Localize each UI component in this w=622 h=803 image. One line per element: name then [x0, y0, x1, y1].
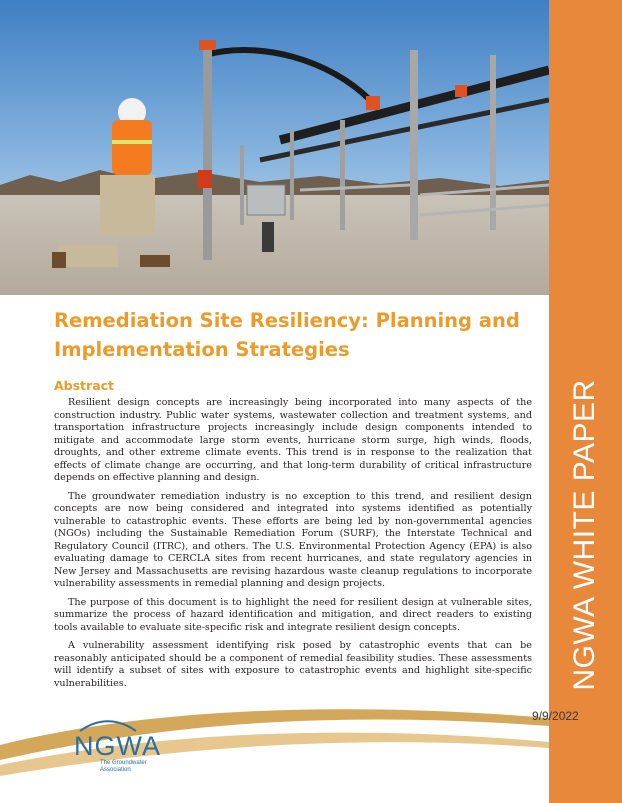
- abstract-paragraph: A vulnerability assessment identifying risk posed by catastrophic events that can be reasonably anticipated should be a component of remedial feasibility studies. These assessments will identify a subset of sites with exposure to catastrophic events and highlight site-specific vulnerabilities.: [54, 640, 532, 689]
- abstract-heading: Abstract: [54, 378, 115, 393]
- abstract-paragraph: The groundwater remediation industry is no exception to this trend, and resilient design concepts are now being considered and integrated into systems identified as potentially vulnerable to catastrophic events. These efforts are being led by non-governmental agencies (NGOs) including the Sustainable Remediation Forum (SURF), the Interstate Technical and Regulatory Council (ITRC), and others. The U.S. Environmental Protection Agency (EPA) is also evaluating damage to CERCLA sites from recent hurricanes, and state regulatory agencies in New Jersey and Massachusetts are revising hazardous waste cleanup regulations to incorporate vulnerability assessments in remedial planning and design projects.: [54, 490, 532, 589]
- logo-tagline: The Groundwater Association: [100, 760, 147, 773]
- ngwa-logo: [74, 720, 164, 774]
- abstract-paragraph: Resilient design concepts are increasingly being incorporated into many aspects of the construction industry. Public water systems, wastewater collection and treatment systems, and transportation infrastructure projects increasingly include design components intended to mitigate and accommodate large storm events, hurricane storm surge, high winds, floods, droughts, and other extreme climate events. This trend is in response to the realization that effects of climate change are occurring, and that long-term durability of critical infrastructure depends on effective planning and design.: [54, 397, 532, 483]
- abstract-paragraph: The purpose of this document is to highlight the need for resilient design at vulnerable sites, summarize the process of hazard identification and mitigation, and direct readers to existing tools available to evaluate site-specific risk and integrate resilient design concepts.: [54, 596, 532, 633]
- abstract-body: [54, 397, 532, 696]
- document-title: Remediation Site Resiliency: Planning and Implementation Strategies: [54, 309, 520, 361]
- logo-wordmark: NGWA: [74, 731, 161, 761]
- sidebar-label: NGWA WHITE PAPER: [568, 379, 601, 691]
- document-date: 9/9/2022: [532, 709, 579, 723]
- header-photo: [0, 0, 549, 295]
